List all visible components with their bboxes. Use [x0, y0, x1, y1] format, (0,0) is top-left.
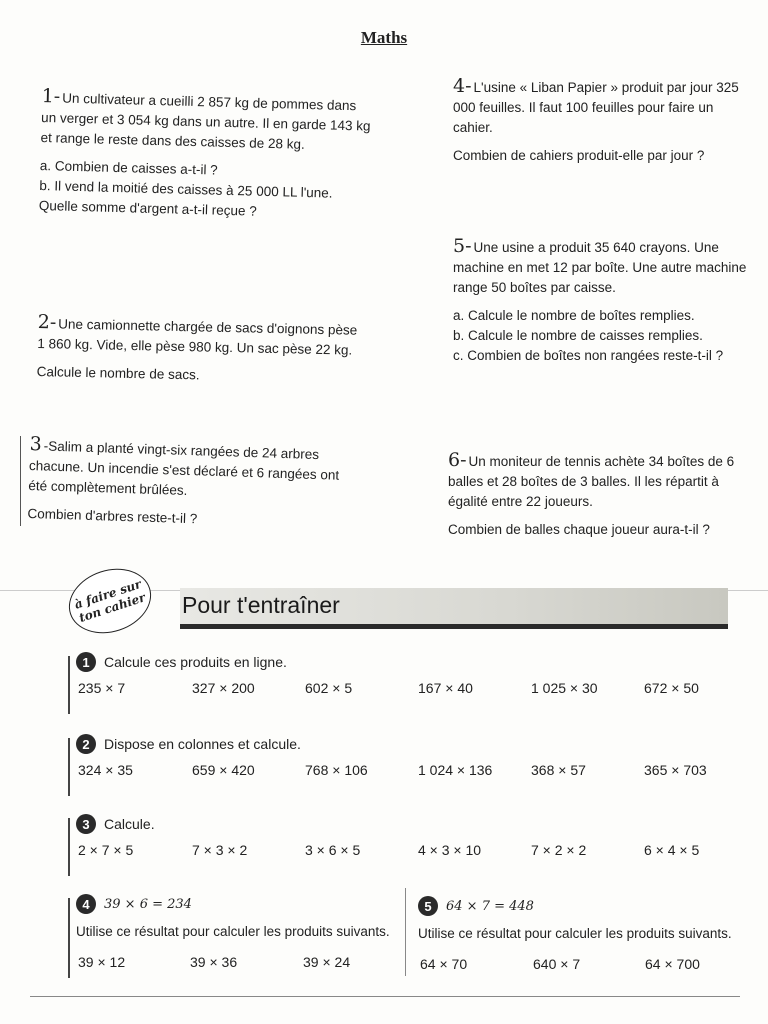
exercise-number: 5	[418, 896, 438, 916]
exercise-number: 1	[76, 652, 96, 672]
problem-question: Combien de balles chaque joueur aura-t-il ?	[448, 522, 710, 537]
page-title: Maths	[360, 28, 408, 47]
problem-question: b. Calcule le nombre de caisses remplies.	[453, 328, 703, 343]
exercise-item: 39 × 36	[190, 954, 238, 970]
problem-number: 4-	[453, 75, 472, 97]
exercise-header	[76, 814, 155, 834]
given-equation: 39 × 6 = 234	[104, 896, 192, 912]
exercise-item: 768 × 106	[305, 762, 368, 778]
problem-number: 2-	[37, 311, 57, 334]
notebook-badge: à faire sur ton cahier	[60, 559, 159, 644]
problem-question: Combien de cahiers produit-elle par jour ?	[453, 148, 705, 163]
exercise-header	[418, 896, 534, 916]
margin-mark	[20, 436, 21, 526]
exercise-item: 4 × 3 × 10	[418, 842, 482, 858]
exercise-bar	[68, 898, 70, 978]
exercise-item: 365 × 703	[644, 762, 707, 778]
problem-question: a. Combien de caisses a-t-il ?	[39, 157, 218, 178]
section-title: Pour t'entraîner	[182, 592, 340, 618]
problem-question: c. Combien de boîtes non rangées reste-t-il ?	[453, 348, 724, 363]
given-equation: 64 × 7 = 448	[446, 898, 534, 914]
exercise-bar	[68, 656, 70, 714]
problem-text: Une usine a produit 35 640 crayons. Une machine en met 12 par boîte. Une autre machine range 50 boîtes par caisse.	[453, 240, 747, 295]
exercise-number: 3	[76, 814, 96, 834]
exercise-item: 2 × 7 × 5	[78, 842, 134, 858]
exercise-divider	[405, 888, 406, 976]
exercise-item: 327 × 200	[192, 680, 255, 696]
problem-text: Un cultivateur a cueilli 2 857 kg de pommes dans un verger et 3 054 kg dans un autre. Il en garde 143 kg et range le reste dans des caisses de 28 kg.	[40, 90, 371, 152]
exercise-item: 167 × 40	[418, 680, 473, 696]
exercise-number: 2	[76, 734, 96, 754]
exercise-bar	[68, 818, 70, 876]
exercise-instruction: Calcule ces produits en ligne.	[104, 654, 287, 670]
exercise-item: 1 025 × 30	[531, 680, 598, 696]
exercise-item: 39 × 12	[78, 954, 126, 970]
problem-text: Un moniteur de tennis achète 34 boîtes de 6 balles et 28 boîtes de 3 balles. Il les répartit à égalité entre 22 joueurs.	[448, 454, 735, 509]
exercise-item: 602 × 5	[305, 680, 353, 696]
problem-question: Calcule le nombre de sacs.	[36, 363, 200, 383]
problem-question: a. Calcule le nombre de boîtes remplies.	[453, 308, 695, 323]
exercise-item: 39 × 24	[303, 954, 351, 970]
problem-question: Combien d'arbres reste-t-il ?	[27, 505, 198, 527]
exercise-item: 368 × 57	[531, 762, 586, 778]
exercise-header	[76, 734, 301, 754]
exercise-instruction: Calcule.	[104, 816, 155, 832]
exercise-5	[410, 896, 750, 986]
exercise-item: 7 × 2 × 2	[531, 842, 587, 858]
exercise-item: 3 × 6 × 5	[305, 842, 361, 858]
bottom-rule	[30, 996, 740, 997]
exercise-item: 672 × 50	[644, 680, 699, 696]
exercise-item: 659 × 420	[192, 762, 255, 778]
problem-number: 1-	[41, 85, 61, 108]
exercise-1	[68, 652, 748, 716]
exercise-2	[68, 734, 748, 798]
exercise-section	[0, 560, 768, 1024]
problem-number: 3	[29, 433, 43, 456]
problem-number: 5-	[453, 235, 472, 257]
exercise-3	[68, 814, 748, 878]
exercise-item: 324 × 35	[78, 762, 133, 778]
problem-4	[453, 76, 753, 166]
problem-question: Quelle somme d'argent a-t-il reçue ?	[38, 197, 257, 219]
exercise-instruction: Utilise ce résultat pour calculer les produits suivants.	[418, 926, 732, 941]
problem-number: 6-	[448, 449, 467, 471]
exercise-item: 7 × 3 × 2	[192, 842, 248, 858]
exercise-header	[76, 894, 192, 914]
exercise-item: 6 × 4 × 5	[644, 842, 700, 858]
exercise-4	[68, 894, 398, 984]
problem-1	[39, 86, 372, 225]
problem-text: -Salim a planté vingt-six rangées de 24 arbres chacune. Un incendie s'est déclaré et 6 rangées ont été complètement brûlées.	[28, 438, 340, 498]
problem-text: L'usine « Liban Papier » produit par jour 325 000 feuilles. Il faut 100 feuilles pour faire un cahier.	[453, 80, 739, 135]
exercise-instruction: Dispose en colonnes et calcule.	[104, 736, 301, 752]
exercise-number: 4	[76, 894, 96, 914]
exercise-instruction: Utilise ce résultat pour calculer les produits suivants.	[76, 924, 390, 939]
exercise-item: 64 × 70	[420, 956, 468, 972]
exercise-item: 640 × 7	[533, 956, 581, 972]
problem-6	[448, 450, 758, 540]
problem-text: Une camionnette chargée de sacs d'oignons pèse 1 860 kg. Vide, elle pèse 980 kg. Un sac pèse 22 kg.	[37, 316, 358, 358]
section-header-rule	[180, 624, 728, 629]
problem-question: b. Il vend la moitié des caisses à 25 000 LL l'une.	[39, 177, 333, 201]
exercise-bar	[68, 738, 70, 796]
exercise-item: 1 024 × 136	[418, 762, 493, 778]
problem-5	[453, 236, 763, 366]
problem-2	[37, 312, 368, 389]
exercise-item: 235 × 7	[78, 680, 126, 696]
exercise-item: 64 × 700	[645, 956, 700, 972]
problem-3	[27, 434, 360, 534]
exercise-header	[76, 652, 287, 672]
